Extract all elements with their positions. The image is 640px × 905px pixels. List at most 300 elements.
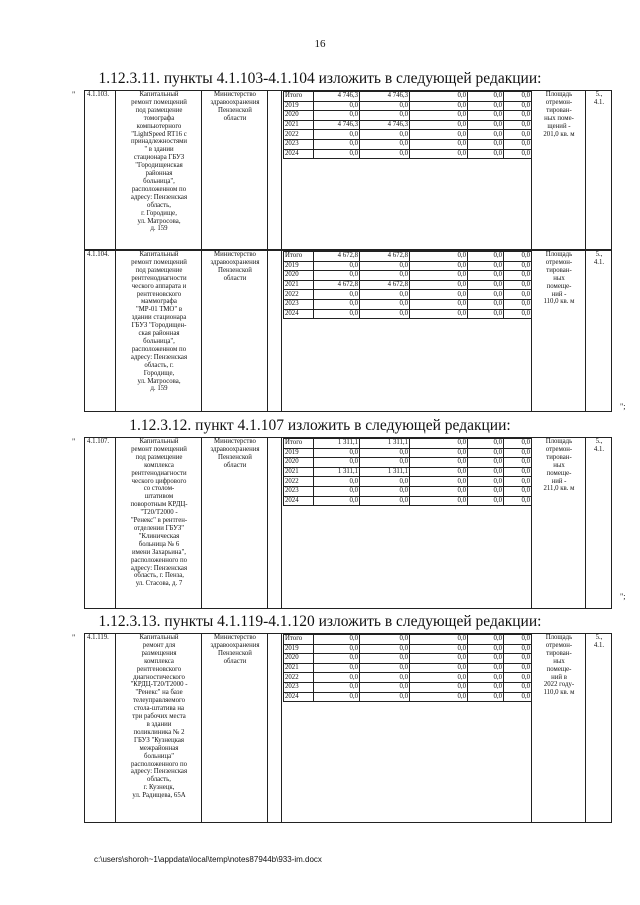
- row-number: 4.1.103.: [87, 91, 110, 98]
- indicator-line: тирован-: [546, 106, 572, 114]
- funding-value: 0,0: [410, 101, 468, 111]
- funding-year: 2022: [284, 130, 314, 140]
- description-line: расположенном по: [131, 185, 187, 193]
- funding-value: 0,0: [360, 139, 410, 149]
- funding-value: 4 746,3: [360, 120, 410, 130]
- funding-row: [284, 101, 532, 111]
- funding-value: 0,0: [504, 139, 532, 149]
- funding-row: [284, 663, 532, 673]
- funding-year: 2024: [284, 149, 314, 159]
- funding-grid: [283, 251, 532, 319]
- funding-value: 0,0: [410, 692, 468, 702]
- funding-value: 0,0: [504, 448, 532, 458]
- column-divider: [585, 91, 586, 249]
- funding-value: 0,0: [360, 654, 410, 664]
- funding-value: 0,0: [468, 692, 504, 702]
- indicator-line: ний -: [551, 290, 567, 298]
- table-row: [84, 90, 612, 250]
- funding-value: 0,0: [504, 673, 532, 683]
- funding-row: [284, 261, 532, 271]
- table-row: [84, 250, 612, 412]
- page-number: 16: [314, 38, 326, 50]
- funding-value: 0,0: [468, 290, 504, 300]
- funding-value: 0,0: [410, 486, 468, 496]
- row-responsible: [203, 251, 267, 411]
- funding-year: 2021: [284, 467, 314, 477]
- reference-line: 5.,: [595, 251, 603, 258]
- funding-year: 2021: [284, 663, 314, 673]
- column-divider: [585, 251, 586, 411]
- funding-value: 0,0: [504, 477, 532, 487]
- funding-value: 0,0: [314, 663, 360, 673]
- funding-row: [284, 467, 532, 477]
- funding-year: 2024: [284, 692, 314, 702]
- indicator-line: 211,0 кв. м: [543, 485, 575, 493]
- funding-value: 0,0: [314, 496, 360, 506]
- column-divider: [115, 91, 116, 249]
- funding-year: 2023: [284, 682, 314, 692]
- funding-value: 0,0: [504, 644, 532, 654]
- funding-value: 0,0: [468, 111, 504, 121]
- funding-year: 2022: [284, 477, 314, 487]
- column-divider: [201, 251, 202, 411]
- funding-value: 0,0: [314, 682, 360, 692]
- responsible-line: здравоохранения: [210, 641, 260, 649]
- funding-value: 0,0: [504, 261, 532, 271]
- indicator-line: 2022 году-: [543, 681, 575, 689]
- funding-row: [284, 644, 532, 654]
- description-line: рентгенодиагности: [131, 469, 187, 477]
- funding-value: 0,0: [360, 644, 410, 654]
- funding-year: 2023: [284, 486, 314, 496]
- funding-value: 0,0: [410, 261, 468, 271]
- funding-row: [284, 120, 532, 130]
- funding-value: 0,0: [410, 290, 468, 300]
- funding-value: 0,0: [504, 439, 532, 449]
- funding-value: 0,0: [504, 458, 532, 468]
- funding-value: 0,0: [360, 486, 410, 496]
- description-line: штативом: [144, 493, 174, 501]
- funding-value: 1 311,1: [314, 467, 360, 477]
- funding-value: 4 672,8: [314, 280, 360, 290]
- funding-row: [284, 439, 532, 449]
- funding-value: 0,0: [468, 139, 504, 149]
- funding-value: 0,0: [410, 644, 468, 654]
- funding-value: 0,0: [314, 290, 360, 300]
- funding-value: 0,0: [314, 458, 360, 468]
- indicator-line: отремон-: [545, 98, 573, 106]
- funding-value: 0,0: [504, 252, 532, 262]
- description-line: "Ренекс" в рентген-: [130, 517, 188, 525]
- funding-value: 0,0: [410, 120, 468, 130]
- funding-year: 2024: [284, 496, 314, 506]
- funding-value: 0,0: [504, 486, 532, 496]
- row-reference: [587, 634, 611, 822]
- funding-row: [284, 477, 532, 487]
- funding-value: 0,0: [314, 673, 360, 683]
- funding-value: 0,0: [468, 309, 504, 319]
- funding-value: 0,0: [410, 448, 468, 458]
- funding-value: 0,0: [314, 149, 360, 159]
- funding-value: 0,0: [504, 149, 532, 159]
- indicator-line: Площадь: [545, 251, 573, 258]
- funding-value: 0,0: [504, 271, 532, 281]
- funding-value: 0,0: [410, 496, 468, 506]
- indicator-line: ных: [553, 657, 565, 665]
- section-heading: 1.12.3.13. пункты 4.1.119-4.1.120 изложить в следующей редакции:: [98, 613, 542, 630]
- description-line: "Городищенская: [135, 162, 183, 170]
- responsible-line: здравоохранения: [210, 445, 260, 453]
- row-description: [117, 251, 201, 411]
- column-divider: [201, 634, 202, 822]
- table-row: [84, 437, 612, 609]
- column-divider: [585, 634, 586, 822]
- quote-close: ";: [620, 402, 626, 411]
- description-line: отделении ГБУЗ": [133, 524, 185, 532]
- description-line: ул. Матросова,: [137, 377, 181, 385]
- quote-open: ": [72, 437, 76, 446]
- column-divider: [281, 438, 282, 608]
- column-divider: [115, 251, 116, 411]
- funding-value: 0,0: [504, 290, 532, 300]
- funding-value: 0,0: [360, 271, 410, 281]
- description-line: томографа: [143, 114, 175, 122]
- funding-row: [284, 496, 532, 506]
- indicator-line: Площадь: [545, 634, 573, 641]
- description-line: имени Захарьина",: [132, 548, 186, 556]
- funding-row: [284, 139, 532, 149]
- funding-value: 0,0: [468, 120, 504, 130]
- description-line: ул. Матросова,: [137, 217, 181, 225]
- funding-value: 0,0: [314, 654, 360, 664]
- funding-value: 0,0: [468, 101, 504, 111]
- indicator-line: ных: [553, 461, 565, 469]
- description-line: стационара ГБУЗ: [133, 154, 185, 162]
- funding-value: 0,0: [504, 92, 532, 102]
- column-divider: [115, 438, 116, 608]
- quote-close: ";: [620, 592, 626, 601]
- column-divider: [267, 634, 268, 822]
- indicator-line: ных поме-: [544, 114, 574, 122]
- responsible-line: Пензенской: [218, 453, 252, 461]
- description-line: ГБУЗ "Городищен-: [131, 322, 187, 330]
- row-description: [117, 634, 201, 822]
- description-line: Капитальный: [139, 251, 179, 258]
- funding-value: 0,0: [314, 111, 360, 121]
- funding-value: 0,0: [360, 111, 410, 121]
- indicator-line: помеще-: [546, 665, 572, 673]
- funding-value: 0,0: [504, 130, 532, 140]
- funding-value: 0,0: [410, 458, 468, 468]
- funding-year: 2021: [284, 280, 314, 290]
- funding-value: 0,0: [360, 290, 410, 300]
- funding-value: 0,0: [504, 635, 532, 645]
- funding-year: 2020: [284, 654, 314, 664]
- funding-value: 4 672,8: [314, 252, 360, 262]
- responsible-line: области: [223, 657, 247, 665]
- funding-value: 0,0: [468, 448, 504, 458]
- row-number: 4.1.119.: [87, 634, 109, 641]
- funding-row: [284, 673, 532, 683]
- funding-value: 0,0: [410, 439, 468, 449]
- funding-value: 0,0: [360, 682, 410, 692]
- funding-value: 0,0: [468, 299, 504, 309]
- funding-value: 0,0: [314, 635, 360, 645]
- row-indicator: [533, 438, 585, 608]
- funding-value: 0,0: [360, 663, 410, 673]
- responsible-line: Пензенской: [218, 649, 252, 657]
- column-divider: [267, 251, 268, 411]
- table-row: [84, 633, 612, 823]
- description-line: ремонт помещений: [131, 445, 187, 453]
- funding-row: [284, 92, 532, 102]
- funding-value: 0,0: [360, 101, 410, 111]
- funding-value: 0,0: [360, 149, 410, 159]
- description-line: адресу: Пензенская: [130, 564, 188, 572]
- responsible-line: здравоохранения: [210, 258, 260, 266]
- funding-value: 0,0: [504, 654, 532, 664]
- row-indicator: [533, 251, 585, 411]
- funding-value: 0,0: [468, 252, 504, 262]
- column-divider: [267, 91, 268, 249]
- description-line: "Ренекс" на базе: [135, 689, 183, 697]
- funding-row: [284, 280, 532, 290]
- description-line: больница № 6: [138, 540, 180, 548]
- funding-value: 0,0: [314, 448, 360, 458]
- funding-value: 0,0: [360, 477, 410, 487]
- description-line: больница": [144, 752, 174, 760]
- funding-value: 0,0: [410, 467, 468, 477]
- funding-value: 0,0: [468, 271, 504, 281]
- description-line: комплекса: [144, 657, 174, 665]
- description-line: "КРДЦ-Т20/Т2000 -: [130, 681, 188, 689]
- description-line: ская районная: [138, 330, 180, 338]
- indicator-line: ний -: [551, 477, 567, 485]
- row-responsible: [203, 438, 267, 608]
- description-line: ческого цифрового: [131, 477, 187, 485]
- indicator-line: ных: [553, 274, 565, 282]
- funding-value: 0,0: [314, 486, 360, 496]
- funding-value: 0,0: [314, 477, 360, 487]
- responsible-line: здравоохранения: [210, 98, 260, 106]
- column-divider: [281, 251, 282, 411]
- indicator-line: Площадь: [545, 91, 573, 98]
- funding-year: 2019: [284, 644, 314, 654]
- funding-row: [284, 290, 532, 300]
- funding-value: 0,0: [468, 92, 504, 102]
- funding-value: 0,0: [410, 663, 468, 673]
- funding-value: 0,0: [468, 280, 504, 290]
- funding-value: 0,0: [468, 654, 504, 664]
- funding-value: 4 746,3: [314, 92, 360, 102]
- description-line: область, г. Пенза,: [134, 572, 184, 580]
- reference-line: 4.1.: [593, 98, 605, 106]
- funding-value: 4 746,3: [360, 92, 410, 102]
- column-divider: [201, 438, 202, 608]
- column-divider: [115, 634, 116, 822]
- description-line: адресу: Пензенская: [130, 193, 188, 201]
- row-responsible: [203, 91, 267, 249]
- funding-year: 2022: [284, 290, 314, 300]
- funding-row: [284, 448, 532, 458]
- description-line: комплекса: [144, 461, 174, 469]
- funding-value: 1 311,1: [360, 467, 410, 477]
- funding-value: 0,0: [504, 111, 532, 121]
- row-description: [117, 438, 201, 608]
- funding-value: 0,0: [504, 299, 532, 309]
- row-indicator: [533, 634, 585, 822]
- funding-grid: [283, 438, 532, 506]
- description-line: Городище,: [143, 369, 175, 377]
- row-number: 4.1.104.: [87, 251, 110, 258]
- funding-row: [284, 271, 532, 281]
- description-line: рентгеновского: [136, 290, 182, 298]
- responsible-line: Министерство: [214, 438, 256, 445]
- funding-value: 0,0: [468, 477, 504, 487]
- funding-value: 0,0: [314, 309, 360, 319]
- funding-value: 0,0: [504, 120, 532, 130]
- funding-value: 0,0: [410, 111, 468, 121]
- funding-value: 0,0: [410, 130, 468, 140]
- funding-year: 2019: [284, 101, 314, 111]
- reference-line: 4.1.: [593, 258, 605, 266]
- column-divider: [281, 634, 282, 822]
- funding-value: 0,0: [410, 252, 468, 262]
- funding-value: 0,0: [504, 496, 532, 506]
- description-line: "МР-01 ТМО" в: [135, 306, 183, 314]
- funding-value: 0,0: [410, 139, 468, 149]
- description-line: диагностического: [133, 673, 185, 681]
- funding-value: 0,0: [410, 635, 468, 645]
- funding-value: 0,0: [314, 644, 360, 654]
- description-line: под размещение: [135, 453, 183, 461]
- funding-row: [284, 654, 532, 664]
- funding-value: 0,0: [468, 496, 504, 506]
- funding-value: 0,0: [410, 149, 468, 159]
- funding-value: 4 672,8: [360, 252, 410, 262]
- funding-value: 0,0: [410, 92, 468, 102]
- funding-value: 0,0: [468, 439, 504, 449]
- description-line: адресу: Пензенская: [130, 768, 188, 776]
- funding-year: Итого: [284, 439, 314, 449]
- description-line: " в здании: [144, 146, 174, 154]
- reference-line: 5.,: [595, 91, 603, 98]
- description-line: размещения: [141, 649, 177, 657]
- reference-line: 5.,: [595, 634, 603, 641]
- description-line: ческого аппарата и: [131, 282, 187, 290]
- funding-value: 0,0: [360, 458, 410, 468]
- description-line: область, г.: [144, 361, 174, 369]
- section-heading: 1.12.3.12. пункт 4.1.107 изложить в следующей редакции:: [129, 417, 511, 434]
- funding-year: 2023: [284, 299, 314, 309]
- description-line: рентгенодиагности: [131, 274, 187, 282]
- description-line: ул. Радищева, 65А: [132, 792, 186, 800]
- funding-year: 2019: [284, 448, 314, 458]
- indicator-line: тирован-: [546, 453, 572, 461]
- description-line: ремонт помещений: [131, 258, 187, 266]
- funding-value: 0,0: [504, 309, 532, 319]
- funding-row: [284, 309, 532, 319]
- description-line: принадлежностями: [130, 138, 188, 146]
- funding-row: [284, 692, 532, 702]
- description-line: ГБУЗ "Кузнецкая: [134, 736, 184, 744]
- reference-line: 5.,: [595, 438, 603, 445]
- indicator-line: 201,0 кв. м: [543, 130, 575, 138]
- responsible-line: Пензенской: [218, 106, 252, 114]
- funding-value: 0,0: [468, 458, 504, 468]
- description-line: под размещение: [135, 266, 183, 274]
- funding-value: 0,0: [504, 467, 532, 477]
- funding-row: [284, 635, 532, 645]
- funding-value: 0,0: [360, 496, 410, 506]
- description-line: д. 159: [150, 385, 168, 393]
- funding-value: 0,0: [504, 692, 532, 702]
- description-line: расположенного по: [130, 760, 188, 768]
- column-divider: [281, 91, 282, 249]
- indicator-line: щений -: [547, 122, 571, 130]
- funding-value: 0,0: [410, 477, 468, 487]
- indicator-line: тирован-: [546, 649, 572, 657]
- funding-year: Итого: [284, 92, 314, 102]
- column-divider: [201, 91, 202, 249]
- description-line: районная: [145, 170, 173, 178]
- funding-year: 2021: [284, 120, 314, 130]
- indicator-line: 110,0 кв. м: [543, 689, 575, 697]
- description-line: поворотным КРДЦ-: [130, 501, 188, 509]
- funding-row: [284, 299, 532, 309]
- funding-value: 0,0: [360, 309, 410, 319]
- funding-value: 0,0: [468, 682, 504, 692]
- column-divider: [585, 438, 586, 608]
- funding-value: 0,0: [360, 130, 410, 140]
- description-line: ремонт для: [142, 641, 176, 649]
- funding-value: 0,0: [360, 635, 410, 645]
- funding-value: 1 311,1: [314, 439, 360, 449]
- funding-row: [284, 149, 532, 159]
- indicator-line: 110,0 кв. м: [543, 298, 575, 306]
- funding-value: 0,0: [468, 673, 504, 683]
- description-line: расположенном по: [131, 345, 187, 353]
- funding-year: 2022: [284, 673, 314, 683]
- funding-value: 0,0: [504, 663, 532, 673]
- description-line: "LightSpeed RT16 с: [131, 130, 187, 138]
- funding-value: 0,0: [504, 101, 532, 111]
- description-line: расположенного по: [130, 556, 188, 564]
- funding-year: 2019: [284, 261, 314, 271]
- funding-row: [284, 486, 532, 496]
- funding-value: 0,0: [360, 299, 410, 309]
- description-line: область,: [147, 201, 171, 209]
- description-line: ремонт помещений: [131, 98, 187, 106]
- indicator-line: помеще-: [546, 469, 572, 477]
- description-line: поликлиника № 2: [133, 728, 185, 736]
- description-line: маммографа: [141, 298, 177, 306]
- description-line: рентгеновского: [136, 665, 182, 673]
- funding-value: 0,0: [360, 692, 410, 702]
- description-line: Капитальный: [139, 438, 179, 445]
- funding-year: 2023: [284, 139, 314, 149]
- funding-value: 0,0: [410, 299, 468, 309]
- indicator-line: ний в: [551, 673, 567, 681]
- funding-value: 0,0: [410, 682, 468, 692]
- description-line: три рабочих места: [132, 713, 186, 721]
- funding-year: Итого: [284, 252, 314, 262]
- funding-value: 0,0: [504, 280, 532, 290]
- responsible-line: Пензенской: [218, 266, 252, 274]
- funding-value: 0,0: [314, 261, 360, 271]
- funding-value: 0,0: [504, 682, 532, 692]
- section-heading: 1.12.3.11. пункты 4.1.103-4.1.104 изложить в следующей редакции:: [98, 70, 542, 87]
